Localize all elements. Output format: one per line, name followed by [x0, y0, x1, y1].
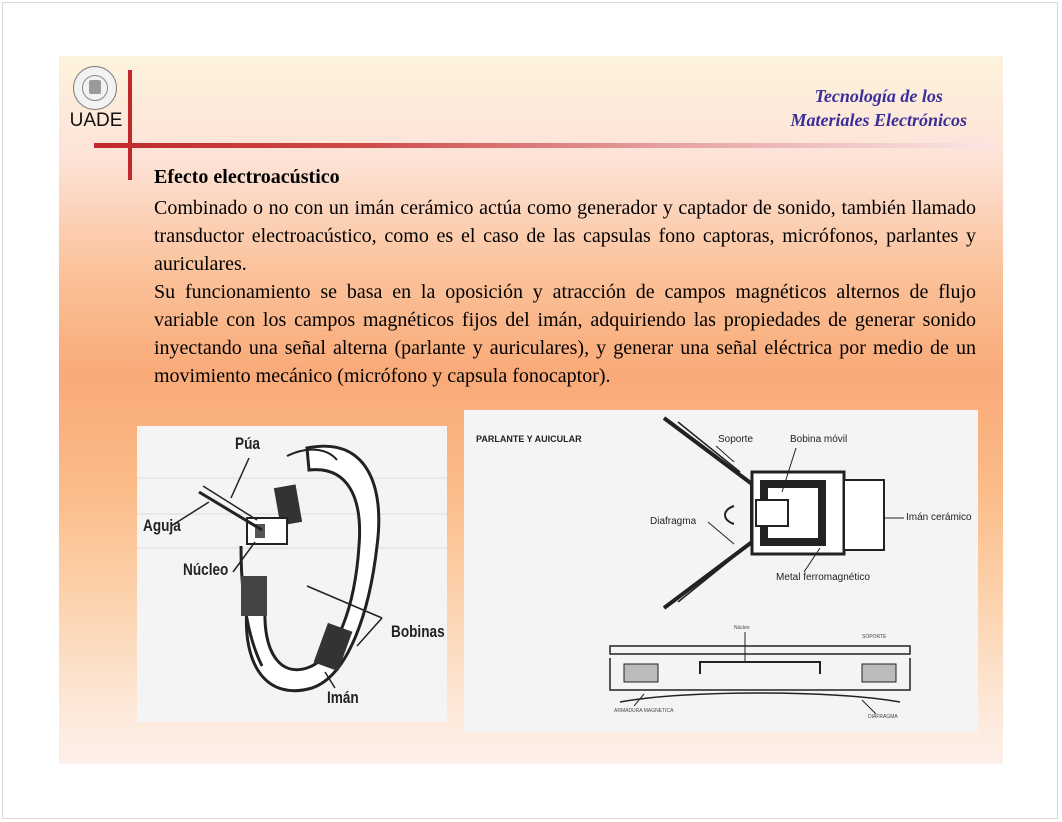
label-iman: Imán — [327, 688, 359, 707]
label-soporte-small: SOPORTE — [862, 634, 887, 640]
label-nucleo-small: Núcleo — [734, 625, 750, 631]
course-title-line2: Materiales Electrónicos — [790, 110, 967, 130]
speaker-earphone-figure — [464, 410, 978, 732]
paragraph-2: Su funcionamiento se basa en la oposición y atracción de campos magnéticos alternos de flujo variable con los campos magnéticos fijos del imán, adquiriendo las propiedades de generar sonido inyectando una señal alterna (parlante y auriculares), y generar una señal eléctrica por medio de un movimiento mecánico (micrófono y capsula fonocaptor). — [154, 281, 976, 387]
label-iman-ceramico: Imán cerámico — [906, 512, 972, 523]
red-vertical-rule — [128, 70, 132, 180]
label-soporte: Soporte — [718, 434, 754, 445]
section-heading: Efecto electroacústico — [154, 166, 340, 188]
label-nucleo: Núcleo — [183, 560, 229, 579]
figure2-title: PARLANTE Y AUICULAR — [476, 434, 582, 444]
label-armadura-small: ARMADURA MAGNETICA — [614, 708, 674, 714]
speaker-earphone-drawing — [464, 410, 978, 732]
course-title-line1: Tecnología de los — [814, 86, 943, 106]
label-aguja: Aguja — [143, 516, 181, 535]
phono-cartridge-figure — [137, 426, 447, 722]
label-metal-ferromagnetico: Metal ferromagnético — [776, 572, 870, 583]
paragraph-1: Combinado o no con un imán cerámico actúa como generador y captador de sonido, también llamado transductor electroacústico, como es el caso de las capsulas fono captoras, micrófonos, parlantes y auriculares. — [154, 197, 976, 275]
label-diafragma-small: DIAFRAGMA — [868, 714, 898, 720]
uade-logo — [69, 66, 123, 132]
logo-text: UADE — [69, 110, 123, 131]
label-bobina-movil: Bobina móvil — [790, 434, 848, 445]
label-diafragma: Diafragma — [650, 516, 697, 527]
course-title — [791, 84, 968, 132]
label-pua: Púa — [235, 434, 260, 453]
university-seal-icon — [73, 66, 117, 110]
red-horizontal-rule — [94, 143, 994, 148]
label-bobinas: Bobinas — [391, 622, 445, 641]
